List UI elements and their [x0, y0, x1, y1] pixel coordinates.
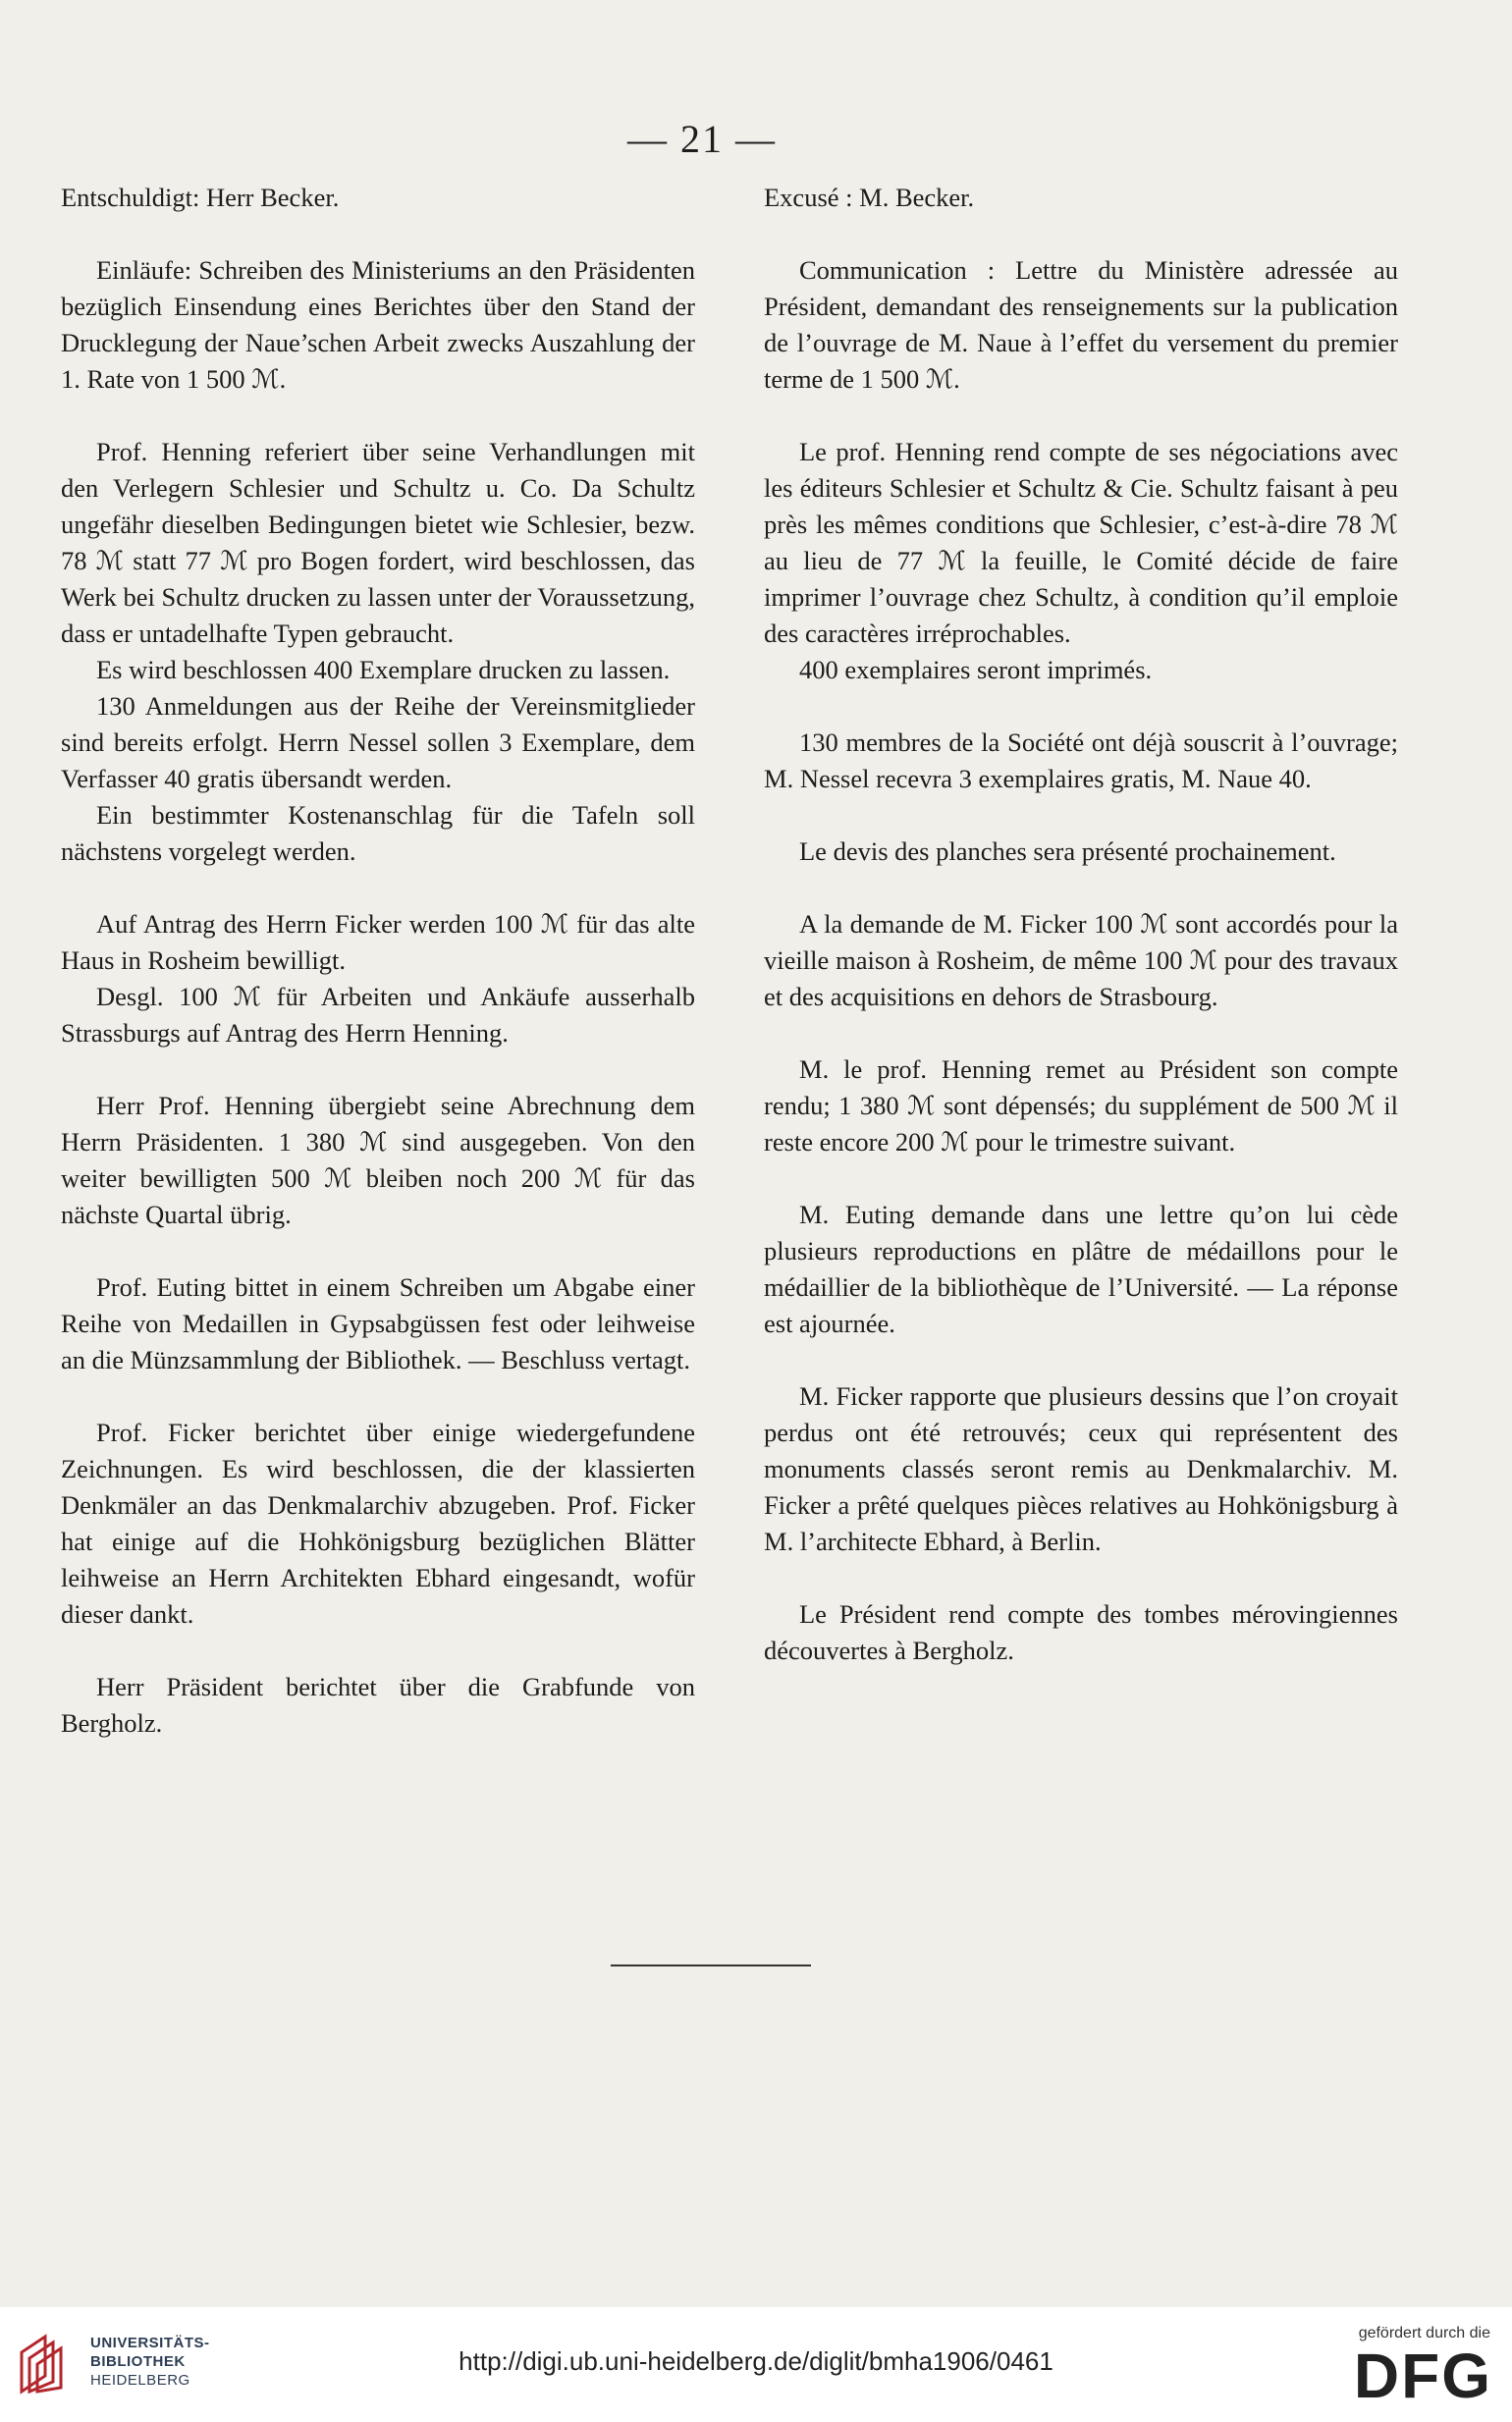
german-paragraph: Auf Antrag des Herrn Ficker werden 100 ℳ für das alte Haus in Rosheim bewilligt.: [61, 909, 695, 975]
german-paragraph: Es wird beschlossen 400 Exemplare drucken zu lassen.: [96, 655, 671, 684]
german-paragraph: Prof. Ficker berichtet über einige wiedergefundene Zeichnungen. Es wird beschlossen, die der klassierten Denkmäler an das Denkmalarchiv abzugeben. Prof. Ficker hat einige auf die Hohkönigsburg bezüglichen Blätter leihweise an Herrn Architekten Ebhard eingesandt, wofür dieser dankt.: [61, 1418, 695, 1629]
source-url-link[interactable]: http://digi.ub.uni-heidelberg.de/diglit/bmha1906/0461: [459, 2346, 1053, 2376]
french-paragraph: M. Euting demande dans une lettre qu’on lui cède plusieurs reproductions en plâtre de médaillons pour le médaillier de la bibliothèque de l’Université. — La réponse est ajournée.: [764, 1200, 1398, 1338]
german-paragraph: Entschuldigt: Herr Becker.: [61, 183, 340, 212]
page-number: — 21 —: [627, 117, 777, 161]
library-name-line1: UNIVERSITÄTS-: [90, 2335, 210, 2351]
library-name-line2: BIBLIOTHEK: [90, 2353, 186, 2370]
funding-note: gefördert durch die: [1358, 2325, 1490, 2341]
library-name-line3: HEIDELBERG: [90, 2372, 190, 2389]
french-paragraph: M. Ficker rapporte que plusieurs dessins que l’on croyait perdus ont été retrouvés; ceux qui représentent des monuments classés seront remis au Denkmalarchiv. M. Ficker a prêté quelques pièces relatives au Hohkönigsburg à M. l’architecte Ebhard, à Berlin.: [764, 1381, 1398, 1556]
german-paragraph: Ein bestimmter Kostenanschlag für die Tafeln soll nächstens vorgelegt werden.: [61, 800, 695, 866]
german-paragraph: Desgl. 100 ℳ für Arbeiten und Ankäufe ausserhalb Strassburgs auf Antrag des Herrn Henning.: [61, 982, 695, 1048]
french-paragraph: 400 exemplaires seront imprimés.: [799, 655, 1153, 684]
german-paragraph: Prof. Euting bittet in einem Schreiben um Abgabe einer Reihe von Medaillen in Gypsabgüssen fest oder leihweise an die Münzsammlung der Bibliothek. — Beschluss vertagt.: [61, 1272, 695, 1374]
german-paragraph: Herr Prof. Henning übergiebt seine Abrechnung dem Herrn Präsidenten. 1 380 ℳ sind ausgegeben. Von den weiter bewilligten 500 ℳ bleiben noch 200 ℳ für das nächste Quartal übrig.: [61, 1091, 695, 1229]
french-paragraph: Le devis des planches sera présenté prochainement.: [799, 836, 1336, 866]
french-paragraph: Le prof. Henning rend compte de ses négociations avec les éditeurs Schlesier et Schultz & Cie. Schultz faisant à peu près les mêmes conditions que Schlesier, c’est-à-dire 78 ℳ au lieu de 77 ℳ la feuille, le Comité décide de faire imprimer l’ouvrage chez Schultz, à condition qu’il emploie des caractères irréprochables.: [764, 437, 1398, 648]
french-paragraph: Communication : Lettre du Ministère adressée au Président, demandant des renseignements sur la publication de l’ouvrage de M. Naue à l’effet du versement du premier terme de 1 500 ℳ.: [764, 255, 1398, 394]
german-paragraph: 130 Anmeldungen aus der Reihe der Vereinsmitglieder sind bereits erfolgt. Herrn Nessel sollen 3 Exemplare, dem Verfasser 40 gratis übersandt werden.: [61, 691, 695, 793]
german-paragraph: Einläufe: Schreiben des Ministeriums an den Präsidenten bezüglich Einsendung eines Berichtes über den Stand der Drucklegung der Naue’schen Arbeit zwecks Auszahlung der 1. Rate von 1 500 ℳ.: [61, 255, 695, 394]
french-paragraph: Excusé : M. Becker.: [764, 183, 975, 212]
french-paragraph: M. le prof. Henning remet au Président son compte rendu; 1 380 ℳ sont dépensés; du supplément de 500 ℳ il reste encore 200 ℳ pour le trimestre suivant.: [764, 1054, 1398, 1157]
french-column: [764, 180, 1398, 1669]
german-paragraph: Herr Präsident berichtet über die Grabfunde von Bergholz.: [61, 1672, 695, 1738]
french-paragraph: 130 membres de la Société ont déjà souscrit à l’ouvrage; M. Nessel recevra 3 exemplaires gratis, M. Naue 40.: [764, 727, 1398, 793]
french-paragraph: Le Président rend compte des tombes mérovingiennes découvertes à Bergholz.: [764, 1599, 1398, 1665]
german-column: [61, 180, 695, 1742]
end-divider: [611, 1965, 811, 1966]
footer-bar: [0, 2307, 1512, 2422]
dfg-logo: DFG: [1353, 2341, 1492, 2411]
french-paragraph: A la demande de M. Ficker 100 ℳ sont accordés pour la vieille maison à Rosheim, de même 100 ℳ pour des travaux et des acquisitions en dehors de Strasbourg.: [764, 909, 1398, 1011]
german-paragraph: Prof. Henning referiert über seine Verhandlungen mit den Verlegern Schlesier und Schultz u. Co. Da Schultz ungefähr dieselben Bedingungen bietet wie Schlesier, bezw. 78 ℳ statt 77 ℳ pro Bogen fordert, wird beschlossen, das Werk bei Schultz drucken zu lassen unter der Voraussetzung, dass er untadelhafte Typen gebraucht.: [61, 437, 695, 648]
